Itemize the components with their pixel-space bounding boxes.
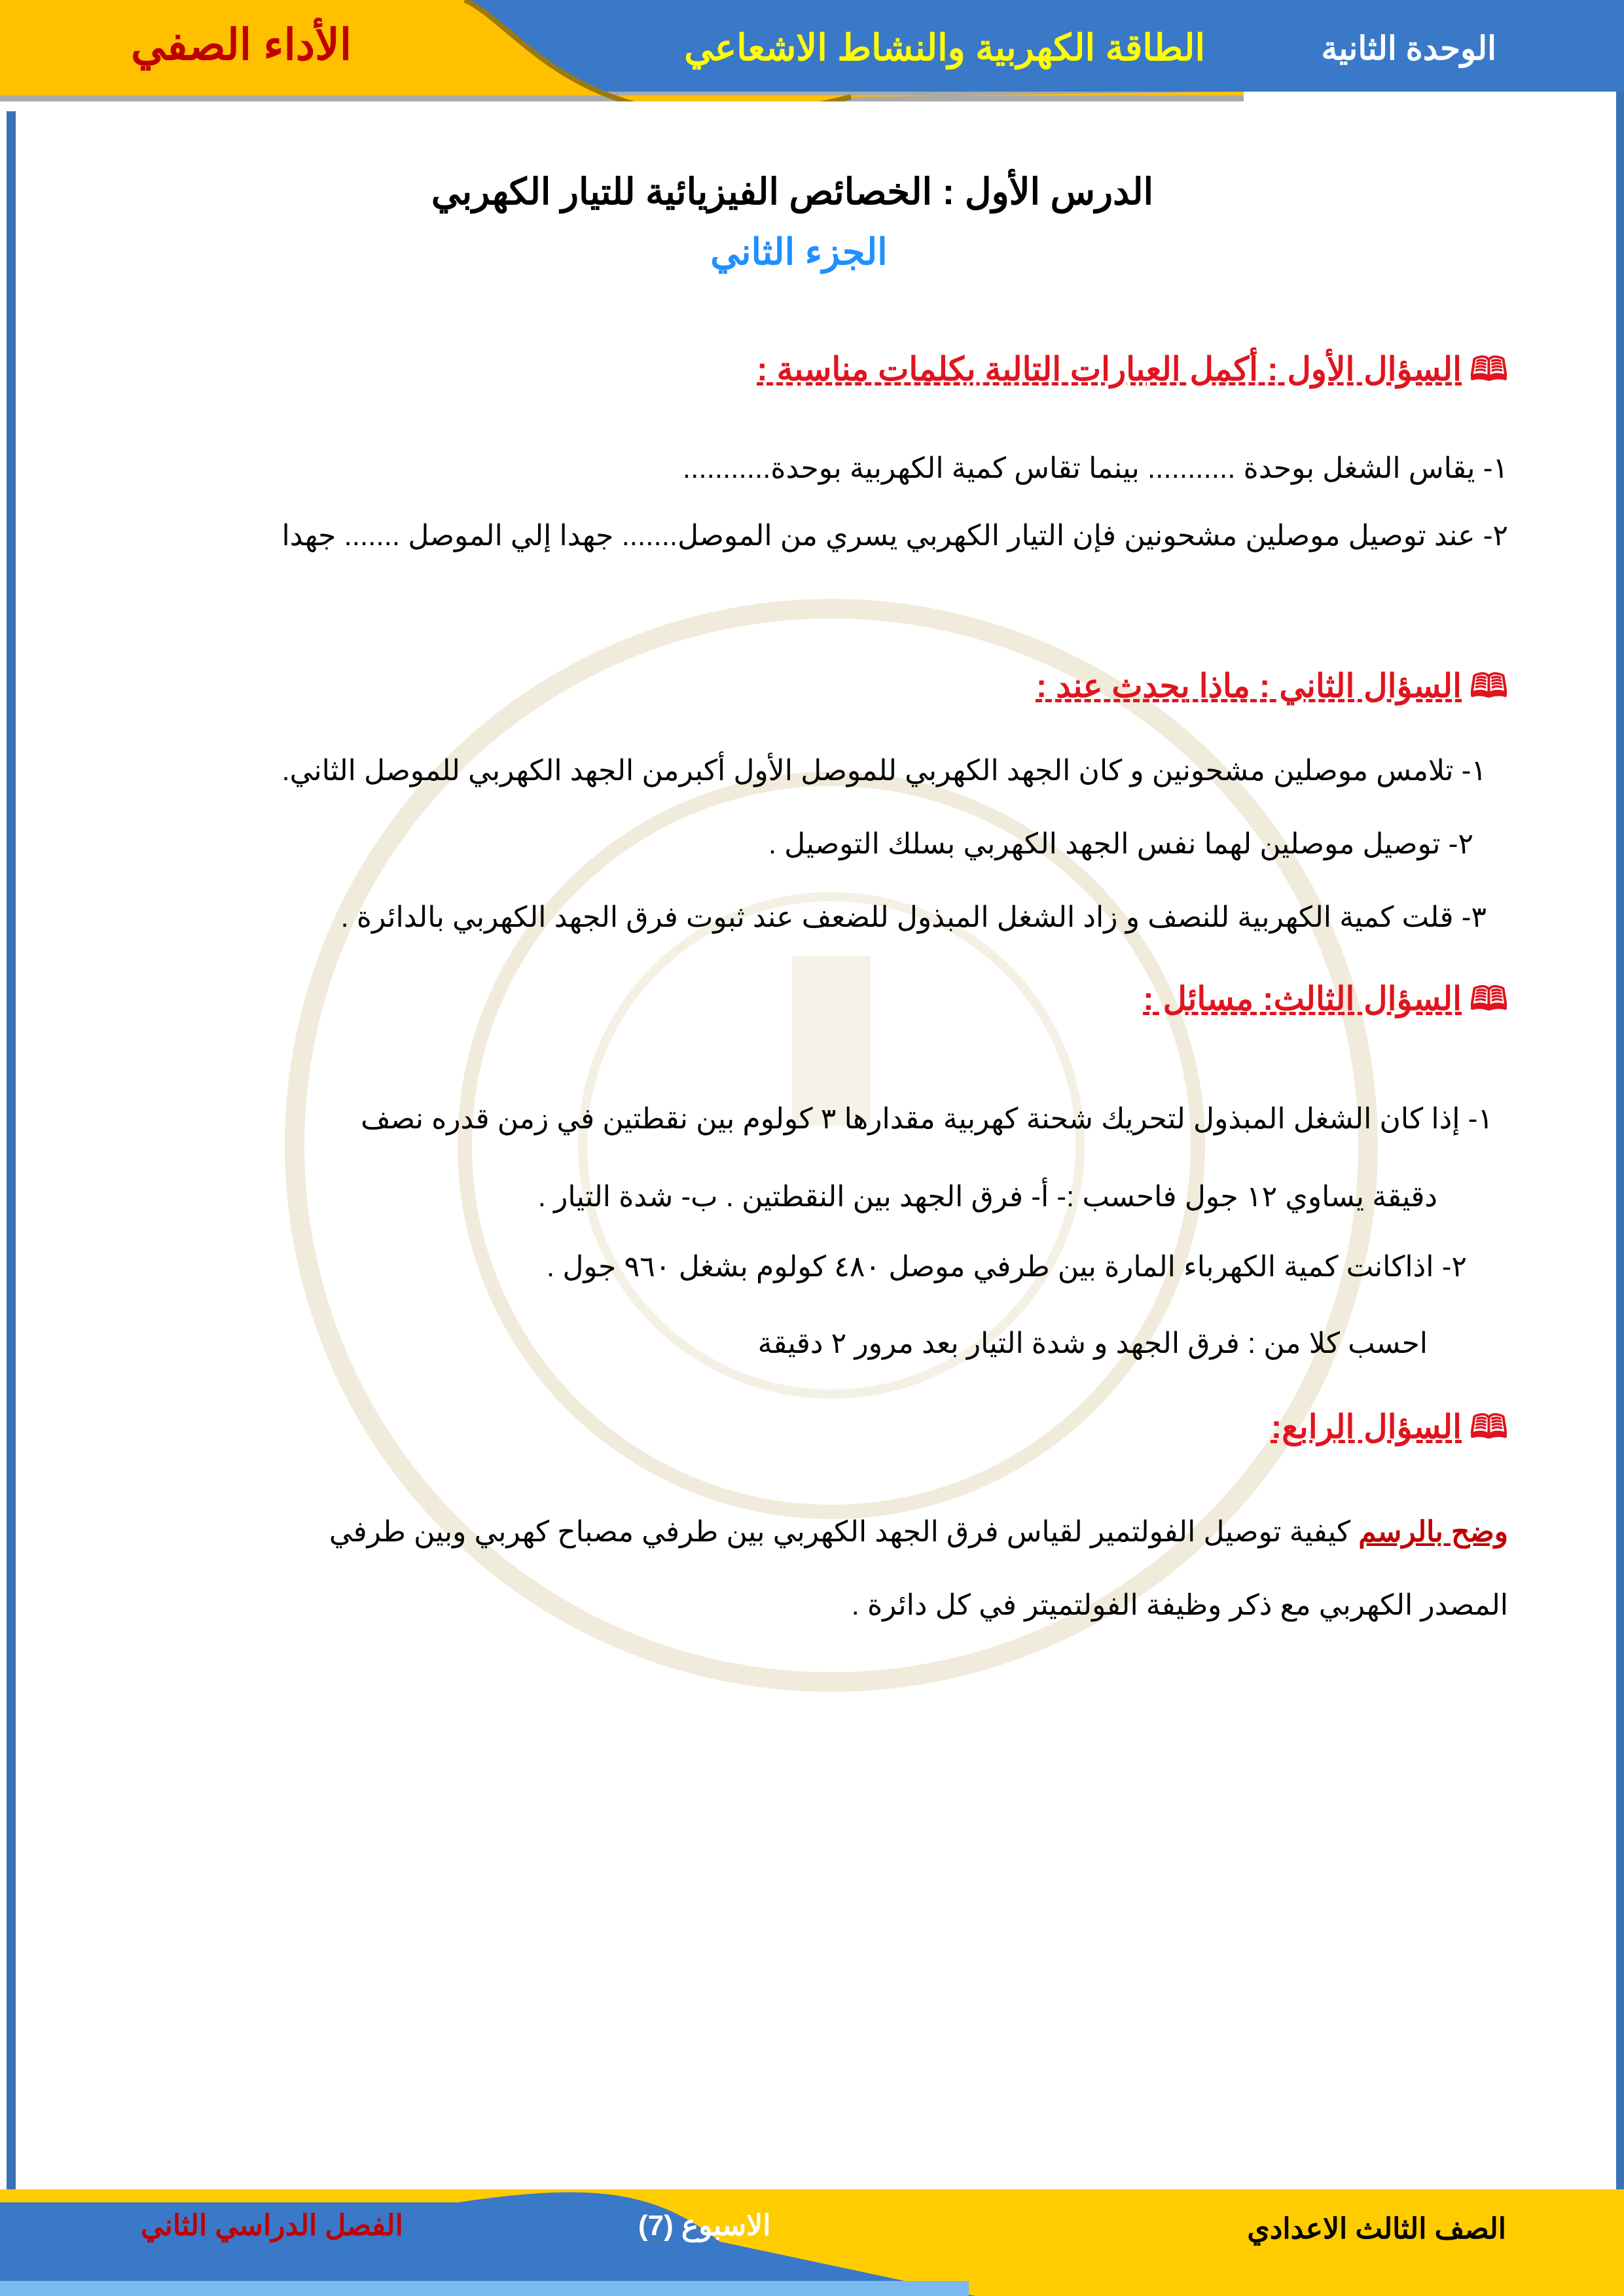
q3-item: احسب كلا من : فرق الجهد و شدة التيار بعد مرور ٢ دقيقة (757, 1327, 1428, 1359)
book-icon: 🕮 (1470, 1408, 1508, 1445)
q1-item: ٢- عند توصيل موصلين مشحونين فإن التيار الكهربي يسري من الموصل....... جهدا إلي الموصل ....... جهدا (281, 520, 1508, 552)
week-label: الاسبوع (7) (638, 2210, 771, 2242)
question-4-heading (1271, 1403, 1508, 1459)
unit-label: الوحدة الثانية (1321, 30, 1496, 67)
question-2-heading (1036, 662, 1508, 718)
q4-item: المصدر الكهربي مع ذكر وظيفة الفولتميتر في كل دائرة . (851, 1589, 1508, 1621)
question-3-heading (1143, 975, 1508, 1031)
left-frame (7, 111, 16, 2206)
term-label: الفصل الدراسي الثاني (141, 2210, 403, 2242)
performance-badge: الأداء الصفي (131, 20, 352, 69)
q2-item: ٣- قلت كمية الكهربية للنصف و زاد الشغل المبذول للضعف عند ثبوت فرق الجهد الكهربي بالدائرة . (340, 901, 1487, 933)
question-3-label: السؤال الثالث: مسائل : (1143, 980, 1462, 1017)
q3-item: دقيقة يساوي ١٢ جول فاحسب :- أ- فرق الجهد بين النقطتين . ب- شدة التيار . (537, 1181, 1437, 1213)
question-4-label: السؤال الرابع: (1271, 1408, 1462, 1445)
grade-label: الصف الثالث الاعدادي (1247, 2213, 1506, 2245)
q4-item (329, 1515, 1508, 1549)
topic-title: الطاقة الكهربية والنشاط الاشعاعي (684, 27, 1205, 68)
draw-instruction: وضح بالرسم (1358, 1516, 1508, 1548)
q2-item: ١- تلامس موصلين مشحونين و كان الجهد الكهربي للموصل الأول أكبرمن الجهد الكهربي للموصل الثاني. (281, 755, 1487, 787)
question-1-label: السؤال الأول : أكمل العبارات التالية بكلمات مناسبة : (757, 351, 1462, 387)
q3-item: ٢- اذاكانت كمية الكهرباء المارة بين طرفي موصل ٤٨٠ كولوم بشغل ٩٦٠ جول . (547, 1251, 1467, 1283)
book-icon: 🕮 (1470, 980, 1508, 1017)
q2-item: ٢- توصيل موصلين لهما نفس الجهد الكهربي بسلك التوصيل . (768, 828, 1473, 860)
lesson-title: الدرس الأول : الخصائص الفيزيائية للتيار الكهربي (431, 171, 1154, 212)
part-title: الجزء الثاني (710, 231, 888, 272)
book-icon: 🕮 (1470, 351, 1508, 387)
question-2-label: السؤال الثاني : ماذا يحدث عند : (1036, 668, 1462, 704)
q3-item: ١- إذا كان الشغل المبذول لتحريك شحنة كهربية مقدارها ٣ كولوم بين نقطتين في زمن قدره نصف (361, 1103, 1493, 1135)
book-icon: 🕮 (1470, 668, 1508, 704)
right-frame (1616, 92, 1624, 2206)
q4-text: كيفية توصيل الفولتمير لقياس فرق الجهد الكهربي بين طرفي مصباح كهربي وبين طرفي (329, 1516, 1359, 1548)
question-1-heading (757, 346, 1508, 401)
q1-item: ١- يقاس الشغل بوحدة ........... بينما تقاس كمية الكهربية بوحدة........... (682, 452, 1508, 484)
